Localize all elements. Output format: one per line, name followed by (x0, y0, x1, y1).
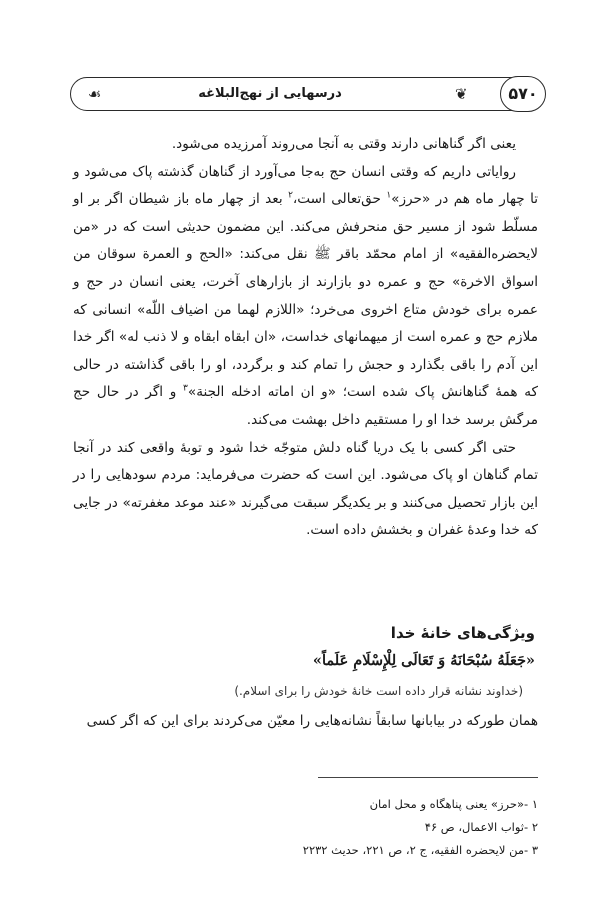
footnotes (73, 793, 538, 862)
body-text (73, 131, 538, 545)
paragraph-1: یعنی اگر گناهانی دارند وقتی به آنجا می‌روند آمرزیده می‌شود. (171, 136, 516, 152)
footnote-2: ۲ -ثواب الاعمال، ص ۴۶ (424, 820, 538, 834)
arabic-quote: «جَعَلَهُ سُبْحَانَهُ وَ تَعَالَی لِلْإِسْلَامِ عَلَماً» (312, 652, 535, 669)
section-heading: ویژگی‌های خانهٔ خدا (390, 624, 535, 642)
section-paragraph: همان طورکه در بیابانها سابقاً نشانه‌هایی را معیّن می‌کردند برای این که اگر کسی (86, 713, 538, 729)
footnote-1: ۱ -«حرز» یعنی پناهگاه و محل امان (369, 797, 538, 811)
ornament-right-icon: ❦ (455, 85, 468, 103)
quote-translation: (خداوند نشانه قرار داده است خانهٔ خودش را برای اسلام.) (234, 684, 523, 698)
running-title: درسهایی از نهج‌البلاغه (198, 86, 342, 101)
paragraph-2-part-4: و اگر در حال حج مرگش برسد خدا او را مستقیم داخل بهشت می‌کند. (73, 384, 538, 428)
footnote-3: ۳ -من لایحضره الفقیه، ج ۲، ص ۲۲۱، حدیث ۲۲۳۲ (302, 843, 538, 857)
paragraph-2-part-3: بعد از چهار ماه باز شیطان اگر بر او مسلّط شود از مسیر حق منحرفش می‌کند. این مضمون حدیثی است که در «من لایحضره‌الفقیه» از امام محمّد باقر ﷺ نقل می‌کند: «الحج و العمرة سوقان من اسواق الاخرة» حج و عمره دو بازارند از بازارهای آخرت، یعنی انسان در حج و عمره برای خودش متاع اخروی می‌خرد؛ «اللازم لهما من اضیاف اللّه» انسانی که ملازم حج و عمره است از میهمانهای خداست، «ان ابقاه ابقاه و لا ذنب له» اگر خدا این آدم را باقی بگذارد و حجش را تمام کند و برگردد، او را باقی گذاشته در حالی که همهٔ گناهانش پاک شده است؛ «و ان اماته ادخله الجنة» (73, 191, 538, 401)
paragraph-2 (73, 159, 538, 435)
footnote-ref-3[interactable]: ۳ (183, 383, 188, 394)
footnote-separator (318, 777, 538, 778)
paragraph-2-part-2: حق‌تعالی است، (292, 191, 387, 208)
ornament-left-icon: ☙ (88, 85, 102, 103)
paragraph-3: حتی اگر کسی با یک دریا گناه دلش متوجّه خدا شود و توبهٔ واقعی کند در آنجا تمام گناهان او پاک می‌شود. این است که حضرت می‌فرماید: مردم سودهایی را در این بازار تحصیل می‌کنند و بر یکدیگر سبقت می‌گیرند «عند موعد مغفرته» در جایی که خدا وعدهٔ غفران و بخشش داده است. (73, 439, 538, 539)
page-number: ۵۷۰ (500, 76, 546, 112)
footnote-ref-2[interactable]: ۲ (288, 190, 293, 201)
paragraph-2-part-1: روایاتی داریم که وقتی انسان حج به‌جا می‌آورد از گناهان گذشته پاک می‌شود و تا چهار ماه هم در «حرز» (73, 163, 538, 208)
footnote-ref-1[interactable]: ۱ (386, 190, 392, 201)
